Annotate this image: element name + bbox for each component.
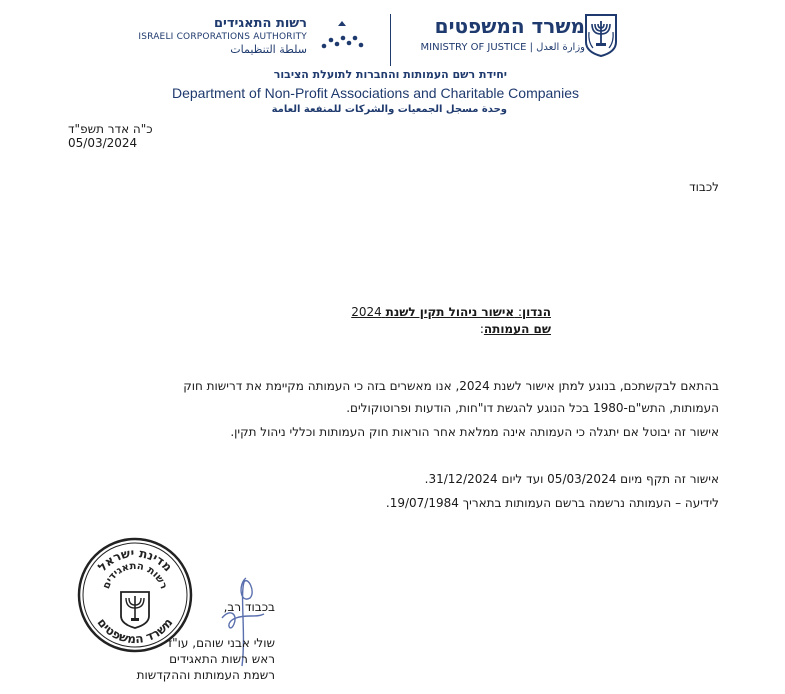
corporations-authority-logo-icon — [318, 18, 366, 52]
body-registration: לידיעה – העמותה נרשמה ברשם העמותות בתאריך 19/07/1984. — [385, 496, 719, 510]
association-colon: : — [479, 322, 484, 336]
stamp-top-text: מדינת ישראל — [95, 545, 175, 575]
department-name-he: יחידת רשם העמותות והחברות לתועלת הציבור — [273, 68, 507, 81]
ministry-name-he: משרד המשפטים — [434, 14, 585, 38]
signatory-title: ראש רשות התאגידים — [169, 652, 275, 666]
signatory-name: שולי אבני שוהם, עו"ד — [165, 636, 275, 650]
subject-text: אישור ניהול תקין לשנת — [385, 305, 515, 319]
body-para1-line3: אישור זה יבוטל אם יתגלה כי העמותה אינה ממלאת אחר הוראות חוק העמותות וכללי ניהול תקין. — [230, 425, 719, 439]
ministry-separator: | — [529, 42, 537, 53]
association-name-line — [480, 322, 551, 336]
signature-closing: בכבוד רב, — [223, 600, 275, 614]
department-name-en: Department of Non-Profit Associations and Charitable Companies — [172, 85, 579, 101]
header-divider — [390, 14, 391, 66]
body-para1-line2: העמותות, התש"ם-1980 בכל הנוגע להגשת דו"חות, הודעות ופרוטוקולים. — [346, 401, 719, 415]
subject-label: הנדון — [522, 305, 551, 319]
menorah-emblem-icon — [583, 12, 619, 58]
ministry-name-ar: وزارة العدل — [536, 42, 585, 53]
body-validity: אישור זה תקף מיום 05/03/2024 ועד ליום 31/12/2024. — [424, 472, 719, 486]
authority-name-ar: سلطة التنظيمات — [230, 43, 307, 56]
department-name-ar: وحدة مسجل الجمعيات والشركات للمنفعة العامة — [271, 104, 507, 115]
date-gregorian: 05/03/2024 — [68, 136, 138, 150]
stamp-middle-text: רשות התאגידים — [101, 560, 169, 591]
corporations-authority-logo — [318, 18, 366, 52]
stamp-bottom-text: משרד המשפטים — [94, 615, 176, 647]
body-para1-line1: בהתאם לבקשתכם, בנוגע למתן אישור לשנת 2024, אנו מאשרים בזה כי העמותה מקיימת את דרישות חוק — [183, 379, 719, 393]
authority-name-en: ISRAELI CORPORATIONS AUTHORITY — [138, 32, 307, 42]
subject-line — [351, 305, 551, 319]
subject-year: 2024 — [351, 305, 382, 319]
signatory-role: רשמת העמותות וההקדשות — [136, 668, 275, 682]
subject-colon: : — [514, 305, 523, 319]
association-label: שם העמותה — [483, 322, 551, 336]
stamp-menorah-icon — [121, 592, 149, 628]
ministry-emblem — [583, 12, 619, 58]
ministry-name-en: MINISTRY OF JUSTICE — [420, 42, 527, 53]
ministry-name-sub — [421, 42, 585, 53]
recipient-salutation: לכבוד — [689, 180, 719, 194]
date-hebrew: כ"ה אדר תשפ"ד — [68, 122, 153, 136]
authority-name-he: רשות התאגידים — [214, 16, 307, 31]
